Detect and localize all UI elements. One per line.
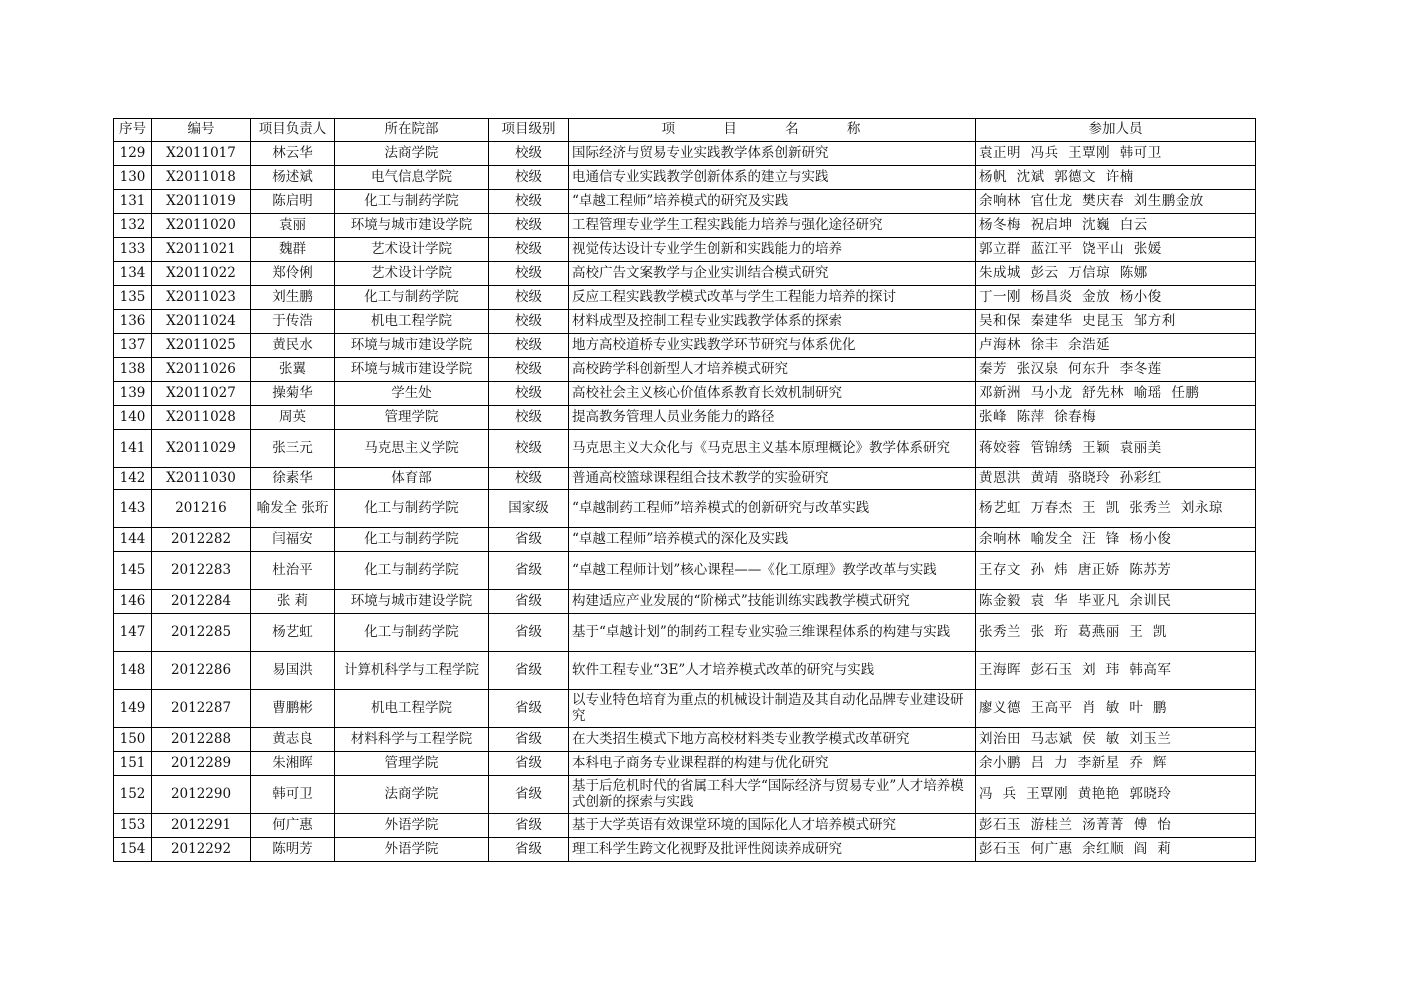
cell-leader: 刘生鹏 xyxy=(251,286,335,310)
table-row xyxy=(114,490,1256,528)
cell-members: 张秀兰 张 珩 葛燕丽 王 凯 xyxy=(976,614,1256,652)
cell-code: X2011028 xyxy=(152,406,251,430)
cell-dept: 环境与城市建设学院 xyxy=(335,214,489,238)
cell-members: 丁一刚 杨昌炎 金放 杨小俊 xyxy=(976,286,1256,310)
cell-members: 朱成城 彭云 万信琼 陈娜 xyxy=(976,262,1256,286)
cell-members: 吴和保 秦建华 史昆玉 邹方利 xyxy=(976,310,1256,334)
cell-seq: 137 xyxy=(114,334,152,358)
cell-title: 构建适应产业发展的“阶梯式”技能训练实践教学模式研究 xyxy=(569,590,976,614)
cell-code: 2012283 xyxy=(152,552,251,590)
cell-level: 校级 xyxy=(489,262,569,286)
cell-code: X2011022 xyxy=(152,262,251,286)
cell-code: X2011023 xyxy=(152,286,251,310)
cell-dept: 化工与制药学院 xyxy=(335,190,489,214)
cell-seq: 144 xyxy=(114,528,152,552)
cell-leader: 韩可卫 xyxy=(251,776,335,814)
cell-seq: 145 xyxy=(114,552,152,590)
cell-title: 工程管理专业学生工程实践能力培养与强化途径研究 xyxy=(569,214,976,238)
table-row xyxy=(114,728,1256,752)
header-row xyxy=(114,119,1256,142)
cell-leader: 曹鹏彬 xyxy=(251,690,335,728)
cell-code: X2011018 xyxy=(152,166,251,190)
cell-dept: 化工与制药学院 xyxy=(335,552,489,590)
cell-code: X2011019 xyxy=(152,190,251,214)
cell-leader: 何广惠 xyxy=(251,814,335,838)
cell-level: 省级 xyxy=(489,652,569,690)
cell-leader: 陈启明 xyxy=(251,190,335,214)
cell-title: “卓越制药工程师”培养模式的创新研究与改革实践 xyxy=(569,490,976,528)
cell-title: 理工科学生跨文化视野及批评性阅读养成研究 xyxy=(569,838,976,862)
cell-seq: 131 xyxy=(114,190,152,214)
cell-members: 廖义德 王高平 肖 敏 叶 鹏 xyxy=(976,690,1256,728)
cell-seq: 146 xyxy=(114,590,152,614)
table-row xyxy=(114,614,1256,652)
cell-members: 杨艺虹 万春杰 王 凯 张秀兰 刘永琼 xyxy=(976,490,1256,528)
cell-dept: 艺术设计学院 xyxy=(335,238,489,262)
cell-level: 校级 xyxy=(489,238,569,262)
table-row xyxy=(114,430,1256,468)
cell-members: 王海晖 彭石玉 刘 玮 韩高军 xyxy=(976,652,1256,690)
table-row xyxy=(114,358,1256,382)
cell-level: 省级 xyxy=(489,614,569,652)
cell-code: X2011024 xyxy=(152,310,251,334)
cell-members: 冯 兵 王覃刚 黄艳艳 郭晓玲 xyxy=(976,776,1256,814)
table-row xyxy=(114,690,1256,728)
cell-members: 秦芳 张汉泉 何东升 李冬莲 xyxy=(976,358,1256,382)
cell-leader: 闫福安 xyxy=(251,528,335,552)
cell-code: X2011027 xyxy=(152,382,251,406)
cell-seq: 139 xyxy=(114,382,152,406)
cell-leader: 黄民水 xyxy=(251,334,335,358)
header-leader: 项目负责人 xyxy=(251,119,335,142)
cell-members: 余响林 官仕龙 樊庆春 刘生鹏金放 xyxy=(976,190,1256,214)
table-row xyxy=(114,262,1256,286)
header-dept: 所在院部 xyxy=(335,119,489,142)
cell-level: 校级 xyxy=(489,334,569,358)
cell-seq: 140 xyxy=(114,406,152,430)
cell-leader: 于传浩 xyxy=(251,310,335,334)
cell-level: 省级 xyxy=(489,776,569,814)
cell-level: 校级 xyxy=(489,142,569,166)
table-row xyxy=(114,776,1256,814)
cell-dept: 环境与城市建设学院 xyxy=(335,334,489,358)
cell-dept: 马克思主义学院 xyxy=(335,430,489,468)
cell-dept: 艺术设计学院 xyxy=(335,262,489,286)
cell-level: 国家级 xyxy=(489,490,569,528)
cell-title: 国际经济与贸易专业实践教学体系创新研究 xyxy=(569,142,976,166)
header-members: 参加人员 xyxy=(976,119,1256,142)
cell-code: 2012282 xyxy=(152,528,251,552)
cell-seq: 134 xyxy=(114,262,152,286)
table-row xyxy=(114,190,1256,214)
cell-dept: 管理学院 xyxy=(335,406,489,430)
cell-level: 省级 xyxy=(489,838,569,862)
cell-title: 在大类招生模式下地方高校材料类专业教学模式改革研究 xyxy=(569,728,976,752)
cell-members: 刘治田 马志斌 侯 敏 刘玉兰 xyxy=(976,728,1256,752)
cell-title: 马克思主义大众化与《马克思主义基本原理概论》教学体系研究 xyxy=(569,430,976,468)
cell-leader: 喻发全 张珩 xyxy=(251,490,335,528)
cell-level: 校级 xyxy=(489,166,569,190)
cell-leader: 张三元 xyxy=(251,430,335,468)
cell-code: 201216 xyxy=(152,490,251,528)
cell-dept: 外语学院 xyxy=(335,814,489,838)
table-row xyxy=(114,334,1256,358)
cell-title: 材料成型及控制工程专业实践教学体系的探索 xyxy=(569,310,976,334)
cell-leader: 张翼 xyxy=(251,358,335,382)
cell-code: 2012291 xyxy=(152,814,251,838)
table-row xyxy=(114,528,1256,552)
cell-members: 王存文 孙 炜 唐正娇 陈苏芳 xyxy=(976,552,1256,590)
cell-level: 校级 xyxy=(489,406,569,430)
cell-dept: 环境与城市建设学院 xyxy=(335,590,489,614)
cell-code: X2011020 xyxy=(152,214,251,238)
cell-title: 基于大学英语有效课堂环境的国际化人才培养模式研究 xyxy=(569,814,976,838)
cell-title: “卓越工程师”培养模式的深化及实践 xyxy=(569,528,976,552)
cell-level: 省级 xyxy=(489,552,569,590)
cell-code: 2012284 xyxy=(152,590,251,614)
cell-dept: 化工与制药学院 xyxy=(335,614,489,652)
cell-members: 杨帆 沈斌 郭德文 许楠 xyxy=(976,166,1256,190)
cell-title: 本科电子商务专业课程群的构建与优化研究 xyxy=(569,752,976,776)
table-row xyxy=(114,382,1256,406)
cell-leader: 周英 xyxy=(251,406,335,430)
cell-dept: 计算机科学与工程学院 xyxy=(335,652,489,690)
cell-seq: 136 xyxy=(114,310,152,334)
header-level: 项目级别 xyxy=(489,119,569,142)
cell-code: X2011030 xyxy=(152,468,251,490)
cell-leader: 林云华 xyxy=(251,142,335,166)
cell-members: 邓新洲 马小龙 舒先林 喻瑶 任鹏 xyxy=(976,382,1256,406)
cell-leader: 陈明芳 xyxy=(251,838,335,862)
table-row xyxy=(114,468,1256,490)
cell-title: 高校社会主义核心价值体系教育长效机制研究 xyxy=(569,382,976,406)
cell-dept: 外语学院 xyxy=(335,838,489,862)
cell-leader: 郑伶俐 xyxy=(251,262,335,286)
cell-seq: 154 xyxy=(114,838,152,862)
cell-title: 反应工程实践教学模式改革与学生工程能力培养的探讨 xyxy=(569,286,976,310)
table-row xyxy=(114,590,1256,614)
cell-members: 彭石玉 何广惠 余红顺 阎 莉 xyxy=(976,838,1256,862)
cell-dept: 法商学院 xyxy=(335,776,489,814)
cell-title: “卓越工程师计划”核心课程——《化工原理》教学改革与实践 xyxy=(569,552,976,590)
cell-seq: 152 xyxy=(114,776,152,814)
cell-seq: 132 xyxy=(114,214,152,238)
cell-seq: 142 xyxy=(114,468,152,490)
cell-seq: 133 xyxy=(114,238,152,262)
cell-members: 郭立群 蓝江平 饶平山 张媛 xyxy=(976,238,1256,262)
cell-level: 省级 xyxy=(489,728,569,752)
cell-members: 陈金毅 袁 华 毕亚凡 余训民 xyxy=(976,590,1256,614)
cell-level: 校级 xyxy=(489,214,569,238)
cell-dept: 机电工程学院 xyxy=(335,690,489,728)
cell-seq: 143 xyxy=(114,490,152,528)
cell-title: 高校广告文案教学与企业实训结合模式研究 xyxy=(569,262,976,286)
cell-level: 省级 xyxy=(489,752,569,776)
cell-seq: 153 xyxy=(114,814,152,838)
cell-title: 视觉传达设计专业学生创新和实践能力的培养 xyxy=(569,238,976,262)
cell-dept: 机电工程学院 xyxy=(335,310,489,334)
table-row xyxy=(114,166,1256,190)
cell-title: 基于“卓越计划”的制药工程专业实验三维课程体系的构建与实践 xyxy=(569,614,976,652)
header-code: 编号 xyxy=(152,119,251,142)
cell-members: 余小鹏 吕 力 李新星 乔 辉 xyxy=(976,752,1256,776)
cell-title: “卓越工程师”培养模式的研究及实践 xyxy=(569,190,976,214)
cell-code: 2012289 xyxy=(152,752,251,776)
cell-dept: 体育部 xyxy=(335,468,489,490)
table-row xyxy=(114,838,1256,862)
cell-level: 省级 xyxy=(489,690,569,728)
table-row xyxy=(114,310,1256,334)
cell-level: 校级 xyxy=(489,190,569,214)
cell-leader: 朱湘晖 xyxy=(251,752,335,776)
header-title: 项 目 名 称 xyxy=(569,119,976,142)
cell-members: 余响林 喻发全 汪 锋 杨小俊 xyxy=(976,528,1256,552)
cell-title: 高校跨学科创新型人才培养模式研究 xyxy=(569,358,976,382)
cell-members: 蒋姣蓉 管锦绣 王颖 袁丽美 xyxy=(976,430,1256,468)
table-row xyxy=(114,752,1256,776)
cell-members: 张峰 陈萍 徐春梅 xyxy=(976,406,1256,430)
cell-level: 校级 xyxy=(489,358,569,382)
cell-code: 2012286 xyxy=(152,652,251,690)
table-row xyxy=(114,814,1256,838)
cell-code: X2011026 xyxy=(152,358,251,382)
cell-members: 杨冬梅 祝启坤 沈巍 白云 xyxy=(976,214,1256,238)
cell-seq: 138 xyxy=(114,358,152,382)
cell-members: 彭石玉 游桂兰 汤菁菁 傅 怡 xyxy=(976,814,1256,838)
cell-title: 软件工程专业“3E”人才培养模式改革的研究与实践 xyxy=(569,652,976,690)
cell-code: 2012292 xyxy=(152,838,251,862)
cell-dept: 管理学院 xyxy=(335,752,489,776)
cell-dept: 化工与制药学院 xyxy=(335,286,489,310)
cell-level: 校级 xyxy=(489,286,569,310)
cell-title: 基于后危机时代的省属工科大学“国际经济与贸易专业”人才培养模式创新的探索与实践 xyxy=(569,776,976,814)
cell-leader: 张 莉 xyxy=(251,590,335,614)
cell-level: 省级 xyxy=(489,590,569,614)
cell-code: 2012287 xyxy=(152,690,251,728)
cell-code: X2011017 xyxy=(152,142,251,166)
cell-leader: 操菊华 xyxy=(251,382,335,406)
project-table xyxy=(113,118,1256,862)
cell-members: 袁正明 冯兵 王覃刚 韩可卫 xyxy=(976,142,1256,166)
table-row xyxy=(114,406,1256,430)
cell-level: 校级 xyxy=(489,468,569,490)
cell-members: 黄恩洪 黄靖 骆晓玲 孙彩红 xyxy=(976,468,1256,490)
cell-seq: 141 xyxy=(114,430,152,468)
cell-level: 省级 xyxy=(489,814,569,838)
cell-title: 地方高校道桥专业实践教学环节研究与体系优化 xyxy=(569,334,976,358)
cell-dept: 环境与城市建设学院 xyxy=(335,358,489,382)
cell-title: 电通信专业实践教学创新体系的建立与实践 xyxy=(569,166,976,190)
cell-title: 提高教务管理人员业务能力的路径 xyxy=(569,406,976,430)
cell-members: 卢海林 徐丰 余浩延 xyxy=(976,334,1256,358)
table-row xyxy=(114,552,1256,590)
table-row xyxy=(114,238,1256,262)
cell-code: 2012290 xyxy=(152,776,251,814)
cell-seq: 129 xyxy=(114,142,152,166)
cell-code: 2012288 xyxy=(152,728,251,752)
cell-leader: 徐素华 xyxy=(251,468,335,490)
cell-leader: 杨艺虹 xyxy=(251,614,335,652)
cell-dept: 材料科学与工程学院 xyxy=(335,728,489,752)
table-row xyxy=(114,142,1256,166)
cell-dept: 电气信息学院 xyxy=(335,166,489,190)
cell-seq: 150 xyxy=(114,728,152,752)
table-row xyxy=(114,286,1256,310)
cell-leader: 袁丽 xyxy=(251,214,335,238)
cell-leader: 魏群 xyxy=(251,238,335,262)
cell-dept: 化工与制药学院 xyxy=(335,490,489,528)
cell-seq: 148 xyxy=(114,652,152,690)
cell-code: X2011029 xyxy=(152,430,251,468)
cell-seq: 147 xyxy=(114,614,152,652)
cell-dept: 化工与制药学院 xyxy=(335,528,489,552)
cell-seq: 130 xyxy=(114,166,152,190)
cell-level: 校级 xyxy=(489,430,569,468)
cell-title: 普通高校篮球课程组合技术教学的实验研究 xyxy=(569,468,976,490)
table-row xyxy=(114,214,1256,238)
cell-code: X2011025 xyxy=(152,334,251,358)
cell-seq: 135 xyxy=(114,286,152,310)
cell-level: 校级 xyxy=(489,382,569,406)
cell-leader: 杨述斌 xyxy=(251,166,335,190)
cell-code: 2012285 xyxy=(152,614,251,652)
cell-seq: 151 xyxy=(114,752,152,776)
table-row xyxy=(114,652,1256,690)
cell-code: X2011021 xyxy=(152,238,251,262)
cell-level: 省级 xyxy=(489,528,569,552)
cell-seq: 149 xyxy=(114,690,152,728)
cell-dept: 法商学院 xyxy=(335,142,489,166)
cell-leader: 杜治平 xyxy=(251,552,335,590)
cell-level: 校级 xyxy=(489,310,569,334)
cell-leader: 黄志良 xyxy=(251,728,335,752)
cell-title: 以专业特色培育为重点的机械设计制造及其自动化品牌专业建设研究 xyxy=(569,690,976,728)
cell-dept: 学生处 xyxy=(335,382,489,406)
header-seq: 序号 xyxy=(114,119,152,142)
cell-leader: 易国洪 xyxy=(251,652,335,690)
